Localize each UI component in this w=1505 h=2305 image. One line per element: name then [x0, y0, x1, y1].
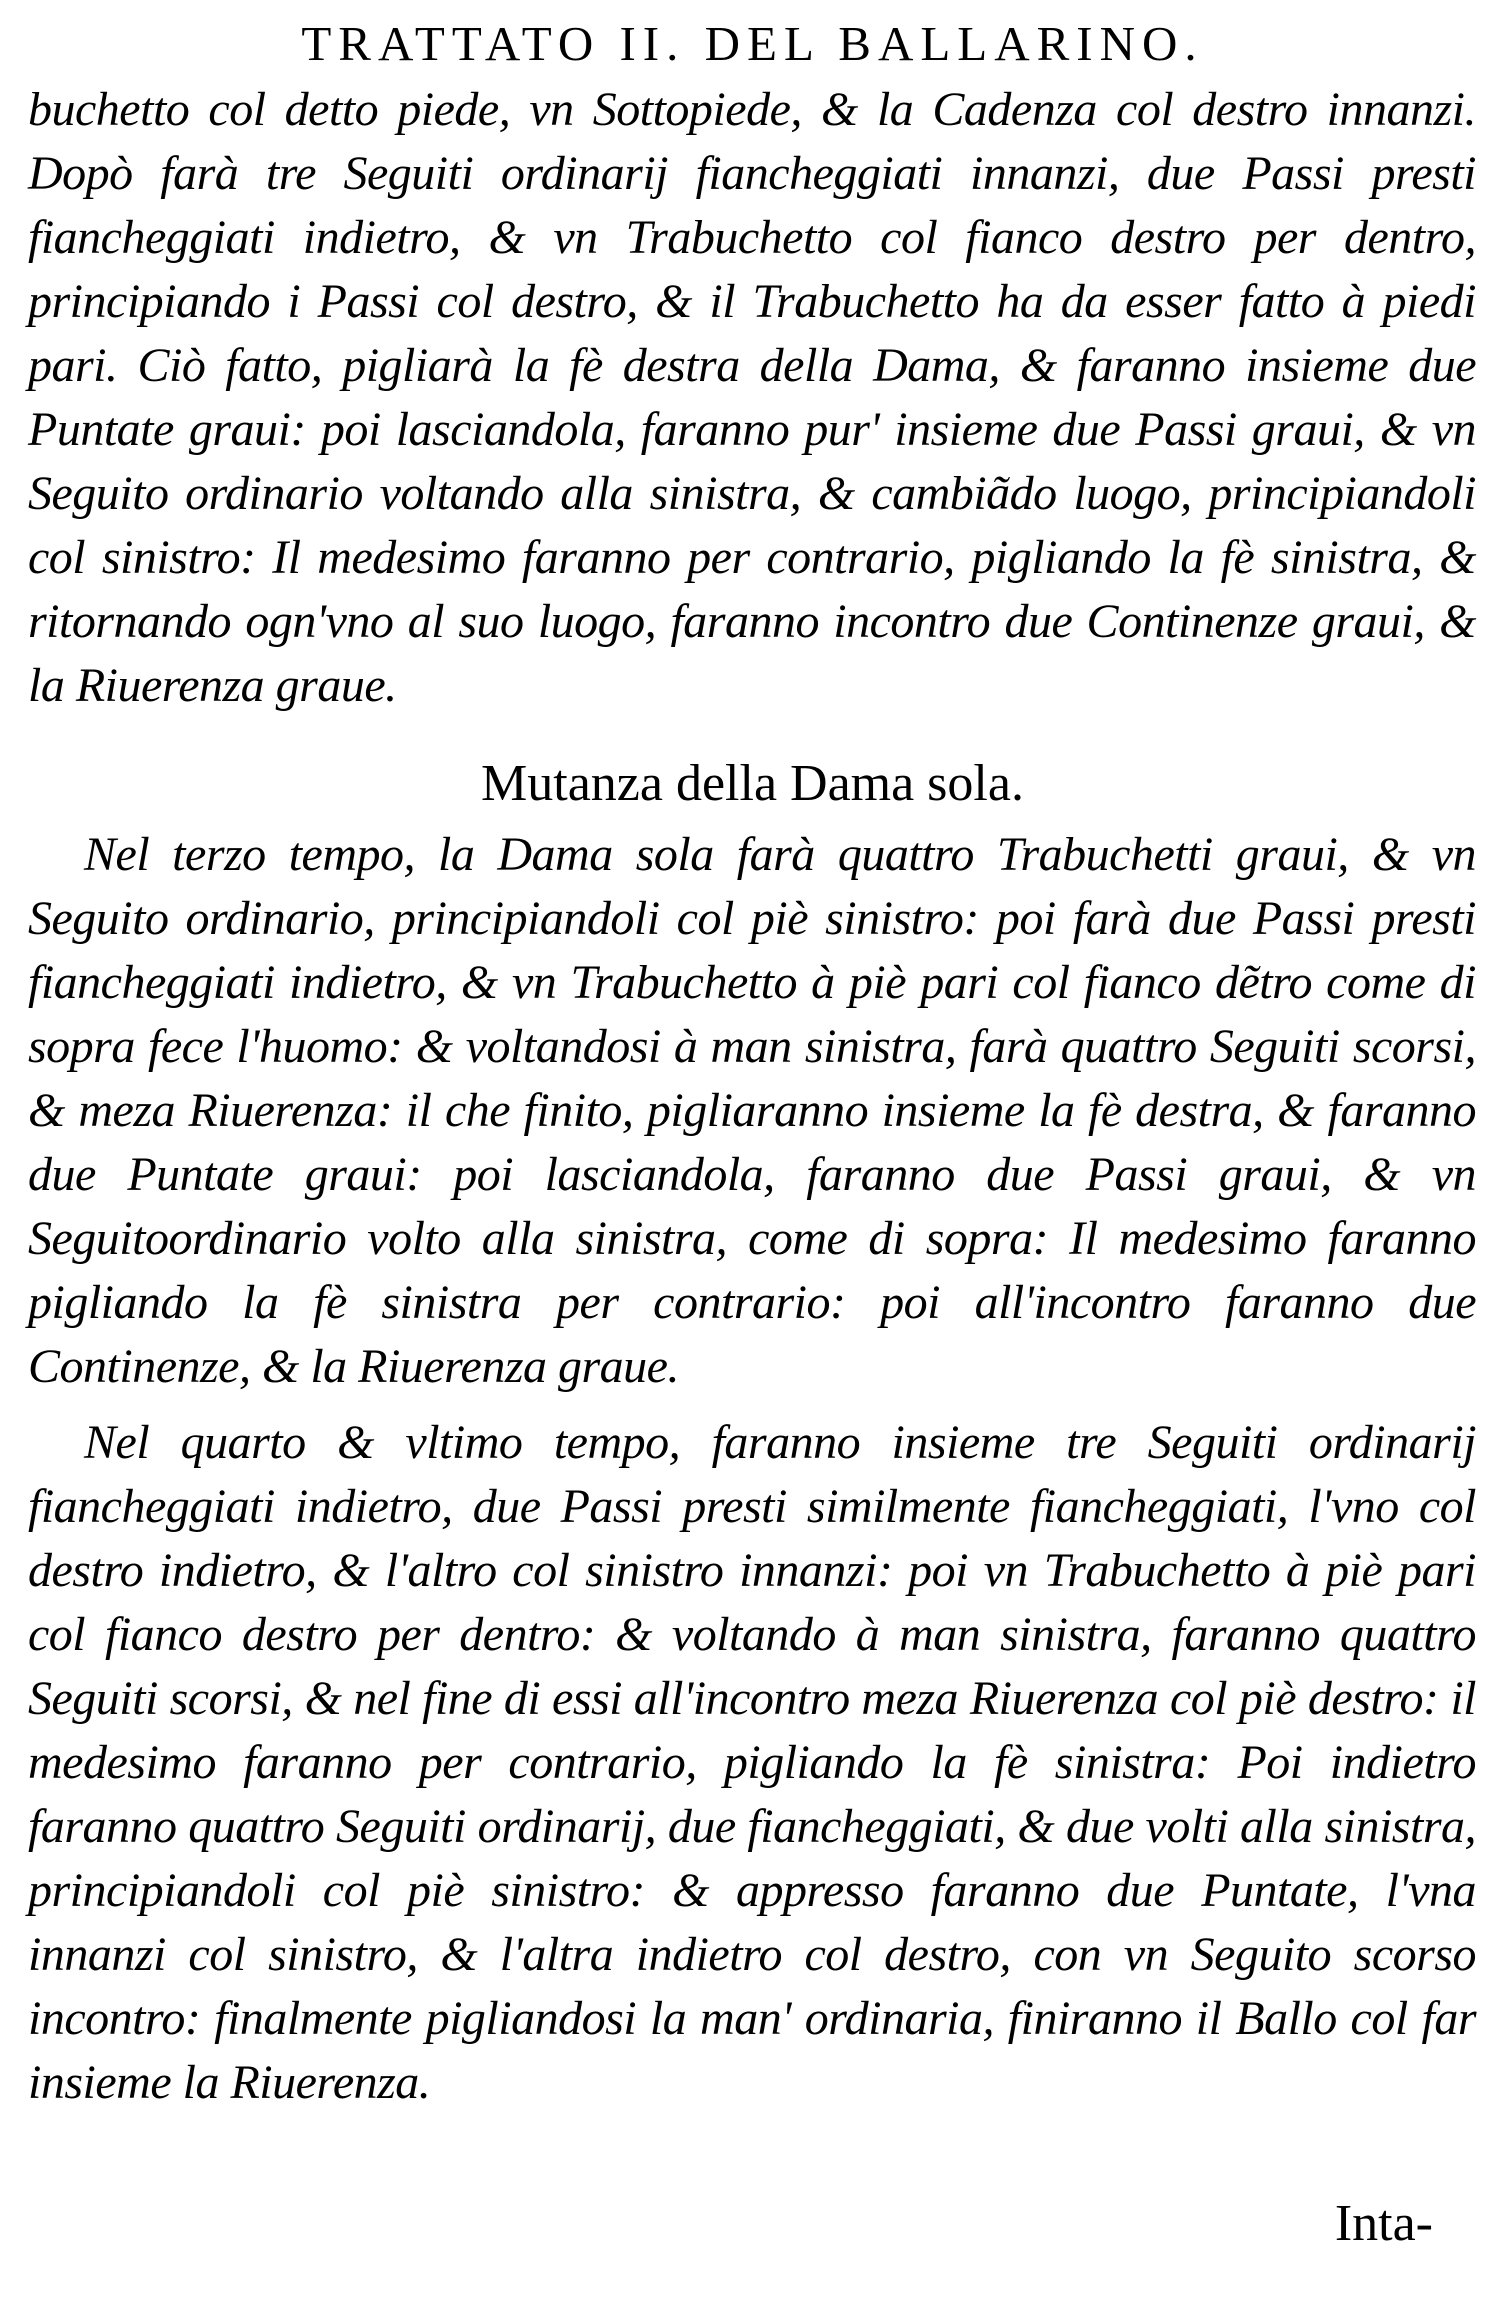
- paragraph-third-tempo: Nel terzo tempo, la Dama sola farà quattro Trabuchetti graui, & vn Seguito ordinario, principiandoli col piè sinistro: poi farà due Passi presti fiancheggiati indietro, & vn Trabuchetto à piè pari col fianco dẽtro come di sopra fece l'huomo: & voltandosi à man sinistra, farà quattro Seguiti scorsi, & meza Riuerenza: il che finito, pigliaranno insieme la fè destra, & faranno due Puntate graui: poi lasciandola, faranno due Passi graui, & vn Seguitoordinario volto alla sinistra, come di sopra: Il medesimo faranno pigliando la fè sinistra per contrario: poi all'incontro faranno due Continenze, & la Riuerenza graue.: [28, 828, 1476, 1393]
- catchword: Inta-: [1334, 2195, 1433, 2252]
- section-heading: Mutanza della Dama sola.: [481, 755, 1024, 812]
- paragraph-continuation: buchetto col detto piede, vn Sottopiede, & la Cadenza col destro innanzi. Dopò farà tre Seguiti ordinarij fiancheggiati innanzi, due Passi presti fiancheggiati indietro, & vn Trabuchetto col fianco destro per dentro, principiando i Passi col destro, & il Trabuchetto ha da esser fatto à piedi pari. Ciò fatto, pigliarà la fè destra della Dama, & faranno insieme due Puntate graui: poi lasciandola, faranno pur' insieme due Passi graui, & vn Seguito ordinario voltando alla sinistra, & cambiãdo luogo, principiandoli col sinistro: Il medesimo faranno per contrario, pigliando la fè sinistra, & ritornando ogn'vno al suo luogo, faranno incontro due Continenze graui, & la Riuerenza graue.: [28, 83, 1476, 712]
- paragraph-fourth-tempo: Nel quarto & vltimo tempo, faranno insieme tre Seguiti ordinarij fiancheggiati indietro, due Passi presti similmente fiancheggiati, l'vno col destro indietro, & l'altro col sinistro innanzi: poi vn Trabuchetto à piè pari col fianco destro per dentro: & voltando à man sinistra, faranno quattro Seguiti scorsi, & nel fine di essi all'incontro meza Riuerenza col piè destro: il medesimo faranno per contrario, pigliando la fè sinistra: Poi indietro faranno quattro Seguiti ordinarij, due fiancheggiati, & due volti alla sinistra, principiandoli col piè sinistro: & appresso faranno due Puntate, l'vna innanzi col sinistro, & l'altra indietro col destro, con vn Seguito scorso incontro: finalmente pigliandosi la man' ordinaria, finiranno il Ballo col far insieme la Riuerenza.: [28, 1416, 1476, 2109]
- running-head: TRATTATO II. DEL BALLARINO.: [301, 16, 1204, 71]
